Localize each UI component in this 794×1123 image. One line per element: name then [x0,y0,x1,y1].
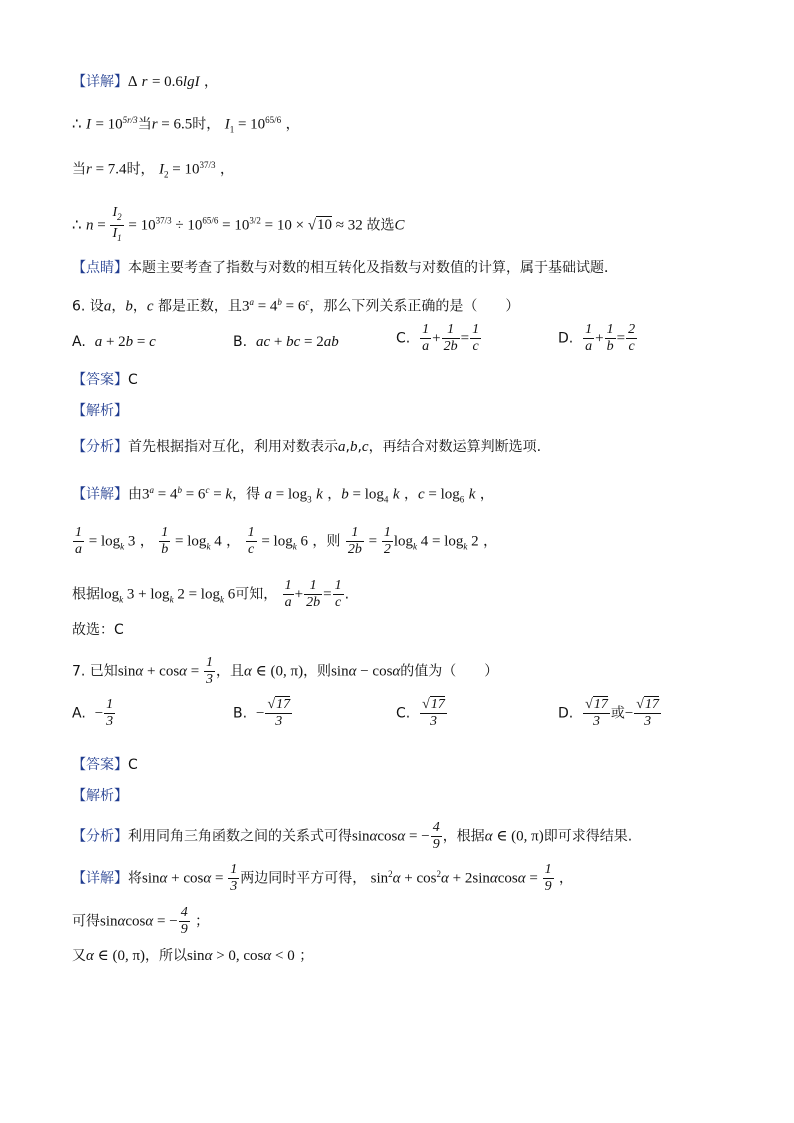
q6-option-a[interactable]: A. a + 2b = c [72,334,156,350]
q7-fenxi-line: 【分析】利用同角三角函数之间的关系式可得sinαcosα = − $\frac{4}{9}$ ，根据α ∈ (0, π)即可求得结果. [72,820,633,852]
q7-analysis-tag: 【解析】 [72,788,128,804]
q6-stem: 6. 设a，b，c 都是正数，且$3^a = 4^b = 6^c$，那么下列关系正确的是（ ） [72,297,520,315]
q6-choose: 故选：C [72,622,124,638]
q7-option-c[interactable]: C. $\frac{√17}{3}$ [396,697,445,729]
q6-option-d[interactable]: D. $\frac{1}{a}$ + $\frac{1}{b}$ = $\frac{2}{c}$ [558,322,636,354]
detail-line-4: ∴ n = $\frac{I_2}{I_1}$ = $10^{37/3} \div 10^{65/6} = 10^{3/2} = 10 \times √10 \approx 32$ 故选C [72,205,405,243]
q7-detail-line-1: 【详解】将sinα + cosα = $\frac{1}{3}$ 两边同时平方可得， $\sin^2\alpha + \cos^2\alpha + 2\sin\alpha\cos\alpha$ = $\frac{1}{9}$ ， [72,862,574,894]
detail-line-2: ∴ $I = 10^{5r/3}$当r = 6.5时， $I_1 = 10^{65/6}$ ， [72,115,300,135]
q7-detail-line-2: 可得sinαcosα = − $\frac{4}{9}$ ； [72,905,210,937]
q6-option-c[interactable]: C. $\frac{1}{a}$ + $\frac{1}{2b}$ = $\frac{1}{c}$ [396,322,480,354]
q6-option-b[interactable]: B. ac + bc = 2ab [233,334,339,350]
q6-fenxi-line: 【分析】首先根据指对互化，利用对数表示a,b,c，再结合对数运算判断选项. [72,439,542,455]
comment-line: 【点睛】本题主要考查了指数与对数的相互转化及指数与对数值的计算，属于基础试题． [72,260,618,276]
q7-option-d[interactable]: D. $\frac{√17}{3}$ 或− $\frac{√17}{3}$ [558,697,659,729]
q7-option-a[interactable]: A. − $\frac{1}{3}$ [72,697,114,729]
q7-answer-line: 【答案】C [72,757,138,773]
q6-answer-line: 【答案】C [72,372,138,388]
detail-tag: 【详解】 [72,74,128,90]
q6-analysis-tag: 【解析】 [72,403,128,419]
detail-line-3: 当r = 7.4时， $I_2 = 10^{37/3}$ ， [72,160,234,180]
q7-stem: 7. 已知sinα + cosα = $\frac{1}{3}$ ，且α ∈ (0, π)，则sinα − cosα的值为（ ） [72,655,499,687]
detail-line-1: 【详解】∆ r = 0.6lgI ， [72,74,219,90]
q6-answer-value: C [128,372,138,388]
q6-detail-line-1: 【详解】由$3^a = 4^b = 6^c = k$，得 $a = \log_3 k$ ，$b = \log_4 k$ ，$c = \log_6 k$ ， [72,485,494,505]
q6-detail-line-2: $\frac{1}{a}$ = $\log_k 3$ ， $\frac{1}{b}$ = $\log_k 4$ ， $\frac{1}{c}$ = $\log_k 6$ ，则 $\frac{1}{2b}$ = $\frac{1}{2}$ $\log_k 4 = \log_k 2$ ， [75,525,498,557]
q7-option-b[interactable]: B. − $\frac{√17}{3}$ [233,697,291,729]
q7-answer-value: C [128,757,138,773]
q6-conclusion: 根据$\log_k 3 + \log_k 2 = \log_k 6$可知， $\frac{1}{a}$ + $\frac{1}{2b}$ = $\frac{1}{c}$ . [72,578,350,610]
q7-detail-line-3: 又α ∈ (0, π)，所以sinα > 0, cosα < 0 ； [72,948,314,964]
